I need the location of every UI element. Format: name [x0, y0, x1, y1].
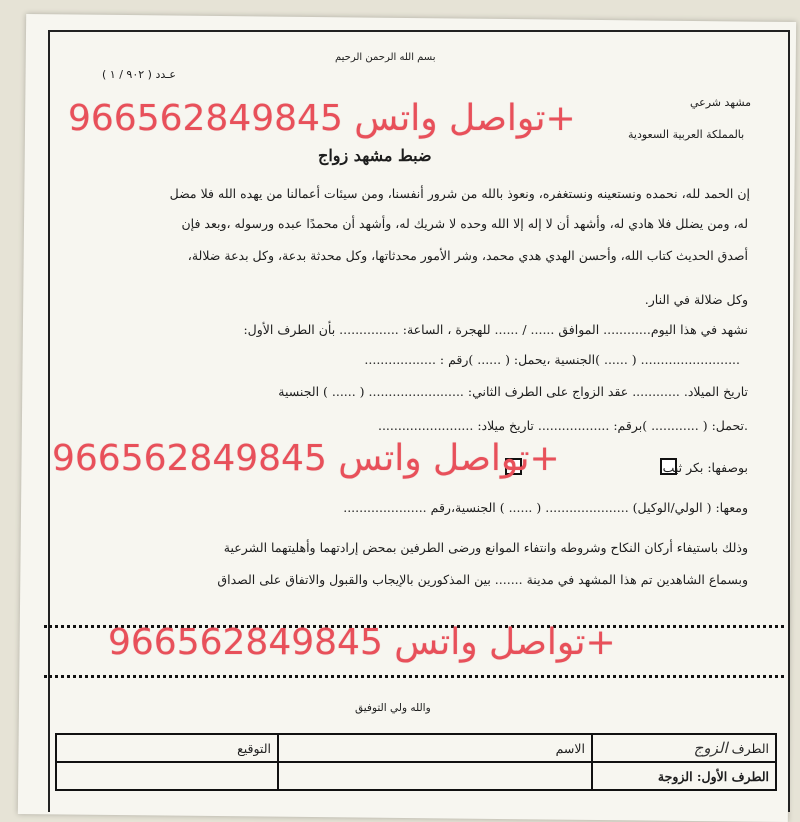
body-line-2: له، ومن يضلل فلا هادي له، وأشهد أن لا إله إلا الله وحده لا شريك له، وأشهد أن محمدًا عبده ورسوله ،وبعد فإن: [181, 216, 748, 231]
body-line-3: أصدق الحديث كتاب الله، وأحسن الهدي هدي محمد، وشر الأمور محدثاتها، وكل محدثة بدعة، وكل بدعة ضلالة،: [187, 248, 748, 263]
body-line-4: وكل ضلالة في النار.: [644, 292, 748, 307]
handwritten-husband: الزوج: [693, 739, 728, 757]
table-header-row: [56, 734, 776, 762]
body-line-9: بوصفها: بكر ثيب: [662, 460, 748, 475]
basmala: بسم الله الرحمن الرحيم: [335, 52, 436, 63]
dotted-separator-2: [44, 675, 784, 678]
row1-name[interactable]: [278, 762, 592, 790]
col-name-label: الاسم: [278, 734, 592, 762]
body-line-7: تاريخ الميلاد. ............ عقد الزواج على الطرف الثاني: ........................ ( ...... ) الجنسية: [278, 384, 748, 399]
kingdom-label: بالمملكة العربية السعودية: [628, 128, 745, 141]
body-line-6: ......................... ( ...... )الجنسية ،يحمل: ( ...... )رقم : ..................: [364, 352, 740, 367]
watermark-1: تواصل واتس 966562849845+: [68, 98, 576, 139]
page-title: ضبط مشهد زواج: [318, 146, 432, 165]
signature-table: [55, 733, 777, 791]
cell-party: [592, 734, 776, 762]
closing-text: والله ولي التوفيق: [355, 702, 431, 714]
body-line-8: .تحمل: ( ............ )برقم: .................. تاريخ ميلاد: ........................: [377, 418, 748, 433]
row1-signature[interactable]: [56, 762, 278, 790]
col-party-label: الطرف: [731, 741, 769, 756]
body-line-1: إن الحمد لله، نحمده ونستعينه ونستغفره، ونعوذ بالله من شرور أنفسنا، ومن سيئات أعمالنا من يهده الله فلا مضل: [169, 186, 750, 201]
body-line-11: وذلك باستيفاء أركان النكاح وشروطه وانتفاء الموانع ورضى الطرفين بمحض إرادتهما وأهليتهما الشرعية: [223, 540, 748, 555]
watermark-2: تواصل واتس 966562849845+: [52, 438, 560, 479]
table-row: [56, 762, 776, 790]
watermark-3: تواصل واتس 966562849845+: [108, 622, 616, 663]
body-line-5: نشهد في هذا اليوم............ الموافق ...... / ...... للهجرة ، الساعة: ............... بأن الطرف الأول:: [243, 322, 748, 337]
body-line-10: ومعها: ( الولي/الوكيل) ..................... ( ...... ) الجنسية،رقم .....................: [343, 500, 748, 515]
document-number: عـدد ( ٩٠٢ / ١ ): [102, 68, 176, 81]
row1-party: الطرف الأول: الزوجة: [592, 762, 776, 790]
department-label: مشهد شرعي: [690, 96, 752, 109]
body-line-12: وبسماع الشاهدين تم هذا المشهد في مدينة ....... بين المذكورين بالإيجاب والقبول والاتفاق على الصداق: [217, 572, 748, 587]
col-signature-label: التوقيع: [56, 734, 278, 762]
